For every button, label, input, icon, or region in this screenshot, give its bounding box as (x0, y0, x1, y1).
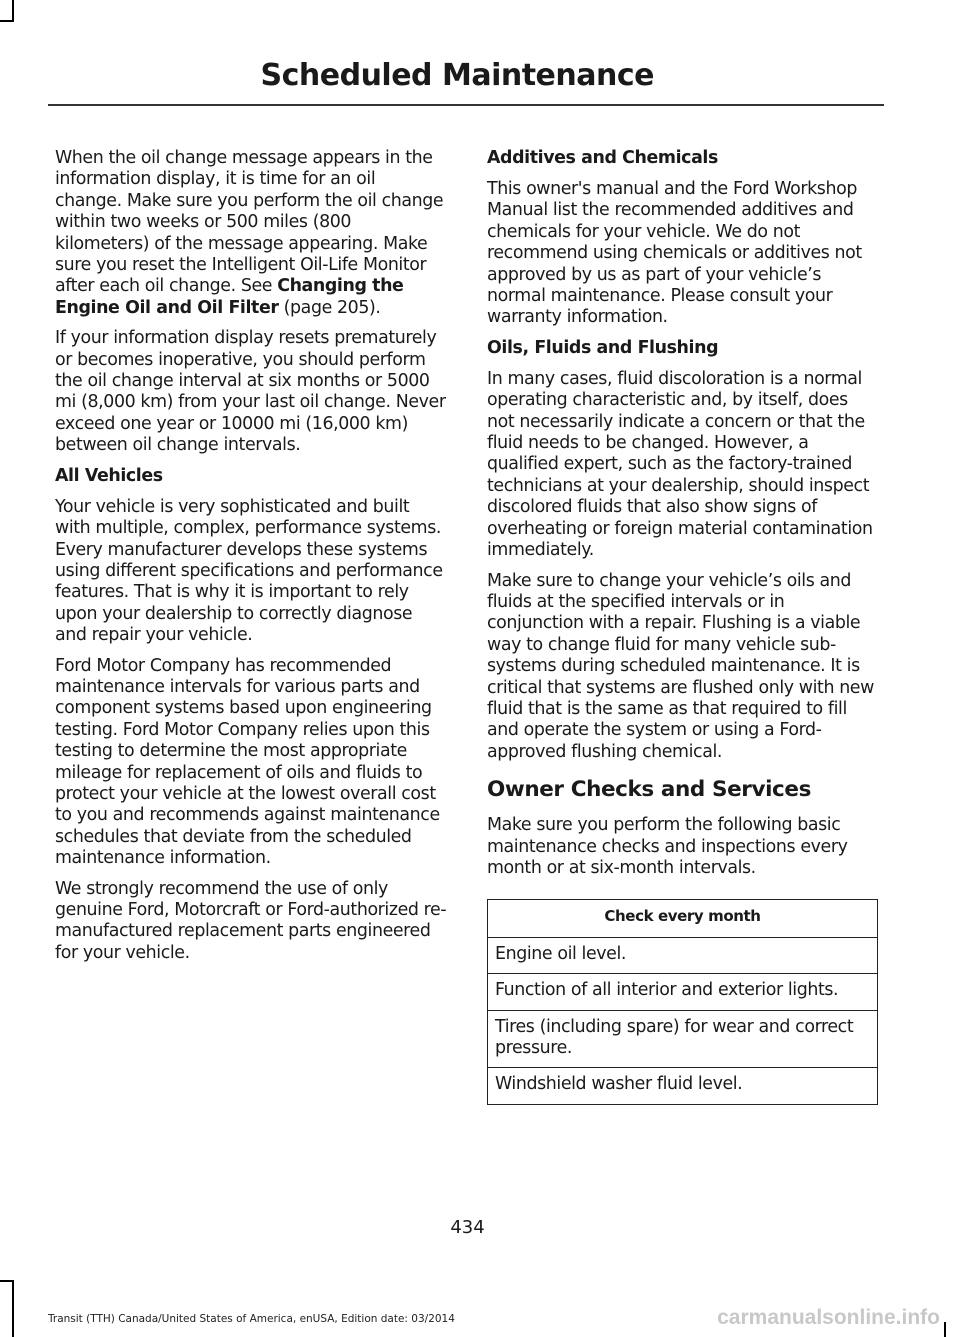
flushing-paragraph: Make sure to change your vehicle’s oils and fluids at the specified intervals or in conjunction with a repair. Flushing is a viable way to change fluid for many vehicle sub-systems during scheduled maintenance. It is critical that systems are flushed only with new fluid that is the same as that required to fill and operate the system or using a Ford-approved flushing chemical. (487, 570, 874, 762)
crop-mark-bottom-left-horizontal (0, 1280, 14, 1282)
table-row (488, 974, 878, 1010)
crop-mark-top-left-horizontal (0, 20, 14, 22)
sophisticated-vehicle-paragraph: Your vehicle is very sophisticated and built with multiple, complex, performance systems. Every manufacturer develops these systems using different specifications and performance features. That is why it is important to rely upon your dealership to correctly diagnose and repair your vehicle. (55, 496, 443, 646)
table-header-cell: Check every month (488, 900, 878, 937)
page-number: 434 (450, 1217, 485, 1238)
additives-paragraph: This owner's manual and the Ford Workshop Manual list the recommended additives and chemicals for your vehicle. We do not recommend using chemicals or additives not approved by us as part of your vehicle’s normal maintenance. Please consult your warranty information. (487, 179, 862, 328)
crop-mark-top-left-vertical (12, 0, 14, 22)
additives-heading: Additives and Chemicals (487, 148, 718, 168)
watermark: carmanualsonline.info (717, 1306, 940, 1329)
header-rule (48, 104, 884, 106)
table-header-row (488, 900, 878, 937)
table-cell: Function of all interior and exterior lights. (488, 974, 878, 1010)
oil-change-message-text: When the oil change message appears in the information display, it is time for an oil change. Make sure you perform the oil change within two weeks or 500 miles (800 kilometers) of the message appearing. Make sure you reset the Intelligent Oil-Life Monitor after each oil change. See (55, 148, 444, 297)
table-row (488, 937, 878, 973)
display-resets-paragraph: If your information display resets prematurely or becomes inoperative, you should perform the oil change interval at six months or 5000 mi (8,000 km) from your last oil change. Never exceed one year or 10000 mi (16,000 km) between oil change intervals. (55, 328, 446, 456)
left-column (55, 148, 447, 973)
owner-checks-heading: Owner Checks and Services (487, 777, 811, 803)
footer-edition-info: Transit (TTH) Canada/United States of America, enUSA, Edition date: 03/2014 (48, 1313, 455, 1325)
changing-engine-oil-link[interactable]: Changing the Engine Oil and Oil Filter (55, 276, 404, 318)
maintenance-intervals-paragraph: Ford Motor Company has recommended maintenance intervals for various parts and component systems based upon engineering testing. Ford Motor Company relies upon this testing to determine the most appropriate mileage for replacement of oils and fluids to protect your vehicle at the lowest overall cost to you and recommends against maintenance schedules that deviate from the scheduled maintenance information. (55, 655, 440, 869)
owner-checks-paragraph: Make sure you perform the following basic maintenance checks and inspections every month or at six-month intervals. (487, 815, 848, 878)
crop-mark-bottom-left-vertical (12, 1280, 14, 1337)
oil-change-message-paragraph (55, 148, 447, 319)
page-title: Scheduled Maintenance (260, 58, 654, 93)
crop-mark-bottom-right-vertical (944, 1322, 946, 1337)
table-row (488, 1068, 878, 1104)
table-cell: Tires (including spare) for wear and correct pressure. (488, 1010, 878, 1068)
page-reference: (page 205). (278, 297, 381, 318)
table-cell: Windshield washer fluid level. (488, 1068, 878, 1104)
oils-fluids-heading: Oils, Fluids and Flushing (487, 337, 719, 358)
genuine-parts-paragraph: We strongly recommend the use of only genuine Ford, Motorcraft or Ford-authorized re-manufactured replacement parts engineered for your vehicle. (55, 878, 447, 963)
table-cell: Engine oil level. (488, 937, 878, 973)
table-row (488, 1010, 878, 1068)
all-vehicles-heading: All Vehicles (55, 465, 163, 486)
fluid-discoloration-paragraph: In many cases, fluid discoloration is a normal operating characteristic and, by itself, does not necessarily indicate a concern or that the fluid needs to be changed. However, a qualified expert, such as the factory-trained technicians at your dealership, should inspect discolored fluids that also show signs of overheating or foreign material contamination immediately. (487, 368, 873, 561)
monthly-checks-table (487, 899, 878, 1104)
right-column (487, 148, 879, 1105)
